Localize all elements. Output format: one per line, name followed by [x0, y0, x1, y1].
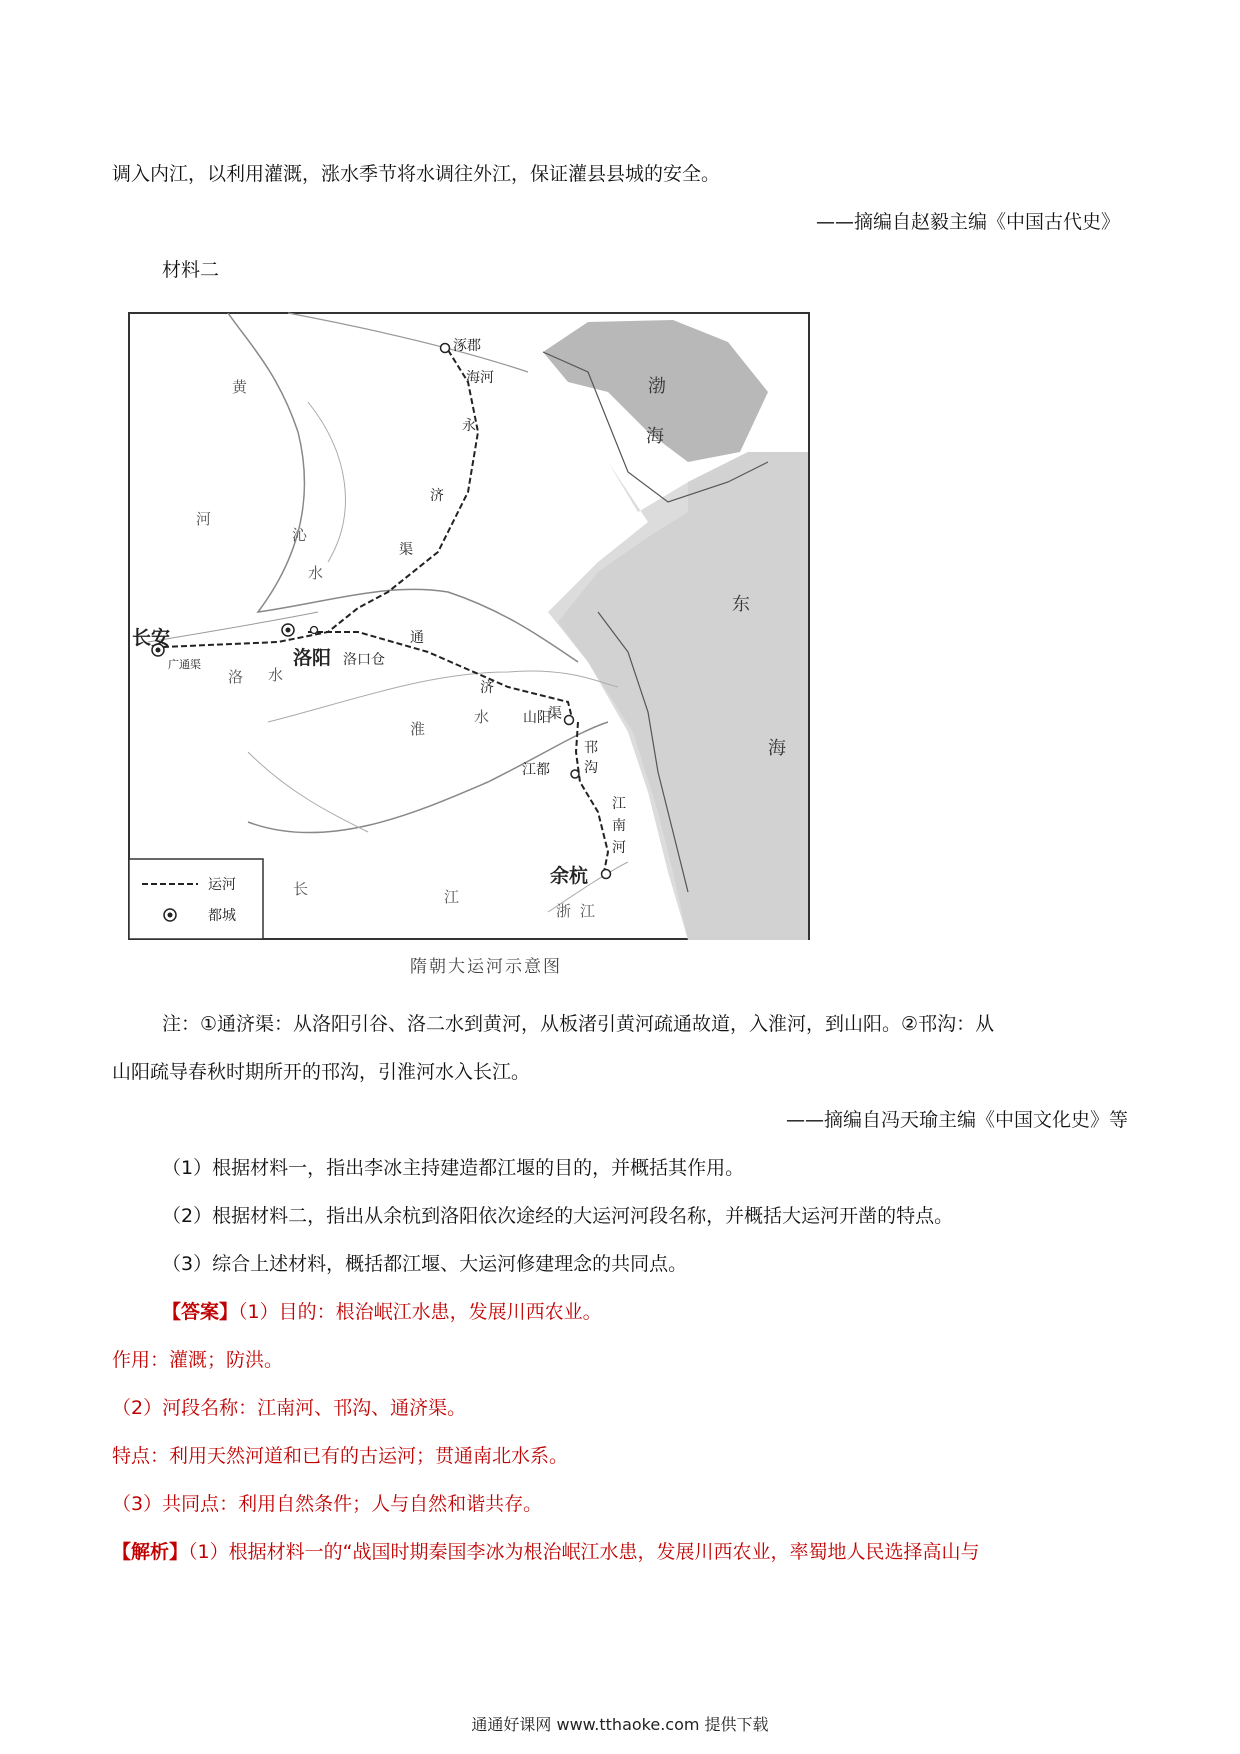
label-shanyang: 山阳 [523, 710, 551, 726]
label-huai-1: 淮 [410, 720, 426, 738]
label-tongji-2: 济 [480, 680, 494, 696]
label-huang: 黄 [232, 378, 248, 396]
city-luoyang [282, 624, 294, 636]
note-line-1: 注：①通济渠：从洛阳引谷、洛二水到黄河，从板渚引黄河疏通故道，入淮河，到山阳。②邗沟：从 [162, 1013, 995, 1035]
city-yuhang [602, 870, 611, 879]
label-yuhang: 余杭 [550, 865, 589, 887]
grand-canal-map [128, 312, 810, 940]
label-bo: 渤 [648, 376, 666, 397]
label-bohai-hai: 海 [646, 426, 664, 447]
source-citation-2: ——摘编自冯天瑜主编《中国文化史》等 [785, 1109, 1128, 1131]
map-legend [129, 859, 263, 939]
question-3: （3）综合上述材料，概括都江堰、大运河修建理念的共同点。 [162, 1253, 688, 1275]
label-qin: 沁 [292, 526, 308, 544]
label-chang-2: 江 [444, 888, 460, 906]
question-2: （2）根据材料二，指出从余杭到洛阳依次途经的大运河河段名称，并概括大运河开凿的特点。 [162, 1205, 954, 1227]
label-zhe-2: 江 [580, 902, 596, 920]
label-hangou-2: 沟 [584, 760, 598, 776]
material-two-heading: 材料二 [162, 259, 220, 281]
page-footer: 通通好课网 www.tthaoke.com 提供下载 [471, 1715, 769, 1734]
label-luo-2: 水 [268, 666, 284, 684]
label-huai-2: 水 [474, 708, 490, 726]
legend-canal-label: 运河 [208, 877, 236, 893]
label-changan: 长安 [132, 627, 171, 649]
label-jiangnan-3: 河 [612, 840, 626, 856]
answer-line-2: 作用：灌溉；防洪。 [112, 1349, 284, 1371]
label-dong: 东 [732, 594, 750, 615]
source-citation-1: ——摘编自赵毅主编《中国古代史》 [815, 211, 1120, 233]
answer-line-1 [162, 1300, 602, 1324]
label-yongji-2: 济 [430, 488, 444, 504]
label-he: 河 [196, 510, 212, 528]
answer-line-3: （2）河段名称：江南河、邗沟、通济渠。 [112, 1397, 467, 1419]
analysis-line-1 [112, 1540, 979, 1564]
question-1: （1）根据材料一，指出李冰主持建造都江堰的目的，并概括其作用。 [162, 1157, 745, 1179]
label-jiangnan-2: 南 [612, 818, 626, 834]
answer-line-5: （3）共同点：利用自然条件；人与自然和谐共存。 [112, 1493, 543, 1515]
label-yongji-1: 永 [462, 418, 476, 434]
label-guangtong: 广通渠 [168, 658, 201, 671]
label-luo-1: 洛 [228, 668, 244, 686]
label-luoyang: 洛阳 [293, 647, 332, 669]
label-jiangdu: 江都 [522, 762, 550, 778]
answer-tag: 【答案】 [162, 1301, 239, 1323]
label-qin-shui: 水 [308, 564, 324, 582]
label-tongji-1: 通 [410, 630, 424, 646]
city-shanyang [565, 716, 574, 725]
label-chang-1: 长 [293, 880, 309, 898]
label-hangou-1: 邗 [584, 740, 598, 756]
label-yongji-3: 渠 [399, 542, 413, 558]
legend-capital-label: 都城 [208, 908, 236, 924]
city-zhuojun [441, 344, 450, 353]
label-donghai-hai: 海 [768, 738, 786, 759]
analysis-tag: 【解析】 [112, 1541, 189, 1563]
label-haihe: 海河 [466, 370, 494, 386]
label-zhe-1: 浙 [556, 902, 572, 920]
answer-1-text: （1）目的：根治岷江水患，发展川西农业。 [238, 1301, 602, 1323]
label-jiangnan-1: 江 [612, 796, 626, 812]
answer-line-4: 特点：利用天然河道和已有的古运河；贯通南北水系。 [112, 1445, 569, 1467]
text-line-1: 调入内江，以利用灌溉，涨水季节将水调往外江，保证灌县县城的安全。 [112, 163, 721, 185]
map-svg [128, 312, 810, 940]
map-caption: 隋朝大运河示意图 [410, 957, 562, 977]
luokou-granary [311, 627, 318, 634]
label-luokoucang: 洛口仓 [343, 652, 385, 668]
label-tongji-3: 渠 [548, 706, 562, 722]
city-jiangdu [571, 770, 579, 778]
label-zhuojun: 涿郡 [453, 338, 481, 354]
note-line-2: 山阳疏导春秋时期所开的邗沟，引淮河水入长江。 [112, 1061, 531, 1083]
analysis-text: （1）根据材料一的“战国时期秦国李冰为根治岷江水患，发展川西农业，率蜀地人民选择高山与 [188, 1541, 980, 1563]
